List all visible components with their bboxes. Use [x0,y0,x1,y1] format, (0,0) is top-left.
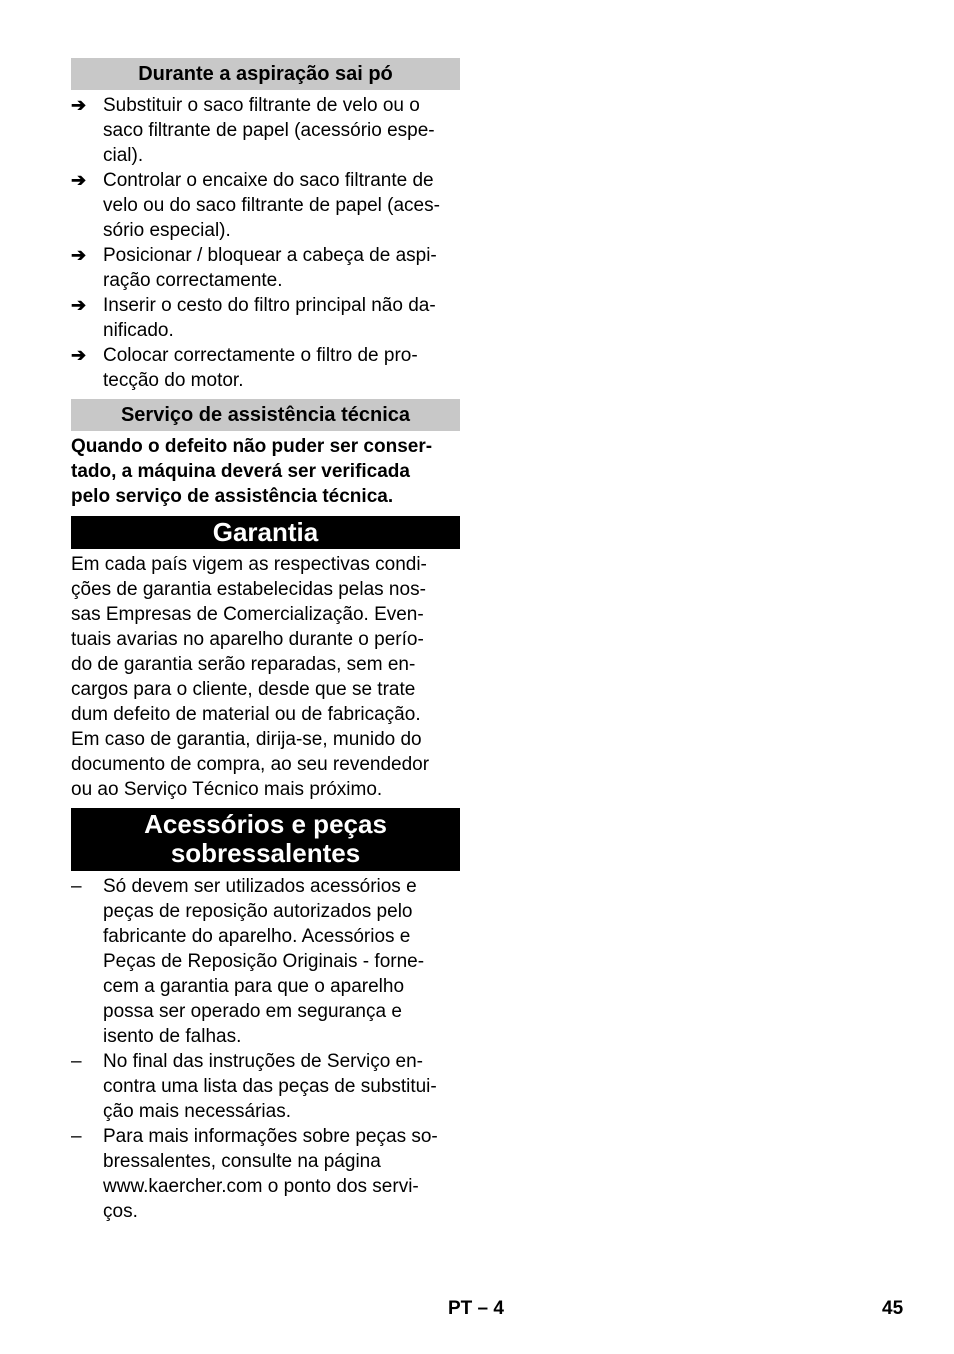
list-item: ➔ Controlar o encaixe do saco filtrante de velo ou do saco filtrante de papel (aces- sório especial). [71,170,440,241]
section-heading-dust: Durante a aspiração sai pó [71,58,460,90]
list-item: – Só devem ser utilizados acessórios e peças de reposição autorizados pelo fabricante do aparelho. Acessórios e Peças de Reposição Originais - forne- cem a garantia para que o aparelho possa ser operado em segurança e isento de falhas. [71,876,425,1047]
arrow-icon: ➔ [71,345,87,365]
content-column [71,58,460,1224]
arrow-icon: ➔ [71,170,87,190]
accessories-list [71,874,460,1224]
dash-bullet: – [71,876,82,897]
section-heading-service: Serviço de assistência técnica [71,399,460,431]
section-heading-accessories: Acessórios e peças sobressalentes [71,808,460,871]
arrow-icon: ➔ [71,295,87,315]
dash-bullet: – [71,1126,82,1147]
dust-remedy-list [71,93,460,393]
list-item: ➔ Inserir o cesto do filtro principal não da- nificado. [71,295,436,341]
service-paragraph: Quando o defeito não puder ser conser- tado, a máquina deverá ser verificada pelo serviço de assistência técnica. [71,436,433,507]
footer-section-label: PT – 4 [448,1298,504,1319]
section-heading-warranty: Garantia [71,516,460,549]
page-number: 45 [882,1298,904,1319]
list-item: ➔ Colocar correctamente o filtro de pro- tecção do motor. [71,345,418,391]
list-item: – No final das instruções de Serviço en- contra uma lista das peças de substitui- ção mais necessárias. [71,1051,437,1122]
list-item: ➔ Substituir o saco filtrante de velo ou o saco filtrante de papel (acessório espe- cial). [71,95,435,166]
warranty-paragraph: Em cada país vigem as respectivas condi- ções de garantia estabelecidas pelas nos- sas Empresas de Comercialização. Even- tuais avarias no aparelho durante o perío- do de garantia serão reparadas, sem en- cargos para o cliente, desde que se trate dum defeito de material ou de fabricação. Em caso de garantia, dirija-se, munido do documento de compra, ao seu revendedor ou ao Serviço Técnico mais próximo. [71,554,430,800]
arrow-icon: ➔ [71,95,87,115]
list-item: ➔ Posicionar / bloquear a cabeça de aspi- ração correctamente. [71,245,437,291]
list-item: – Para mais informações sobre peças so- bressalentes, consulte na página www.kaercher.com o ponto dos servi- ços. [71,1126,438,1222]
arrow-icon: ➔ [71,245,87,265]
dash-bullet: – [71,1051,82,1072]
